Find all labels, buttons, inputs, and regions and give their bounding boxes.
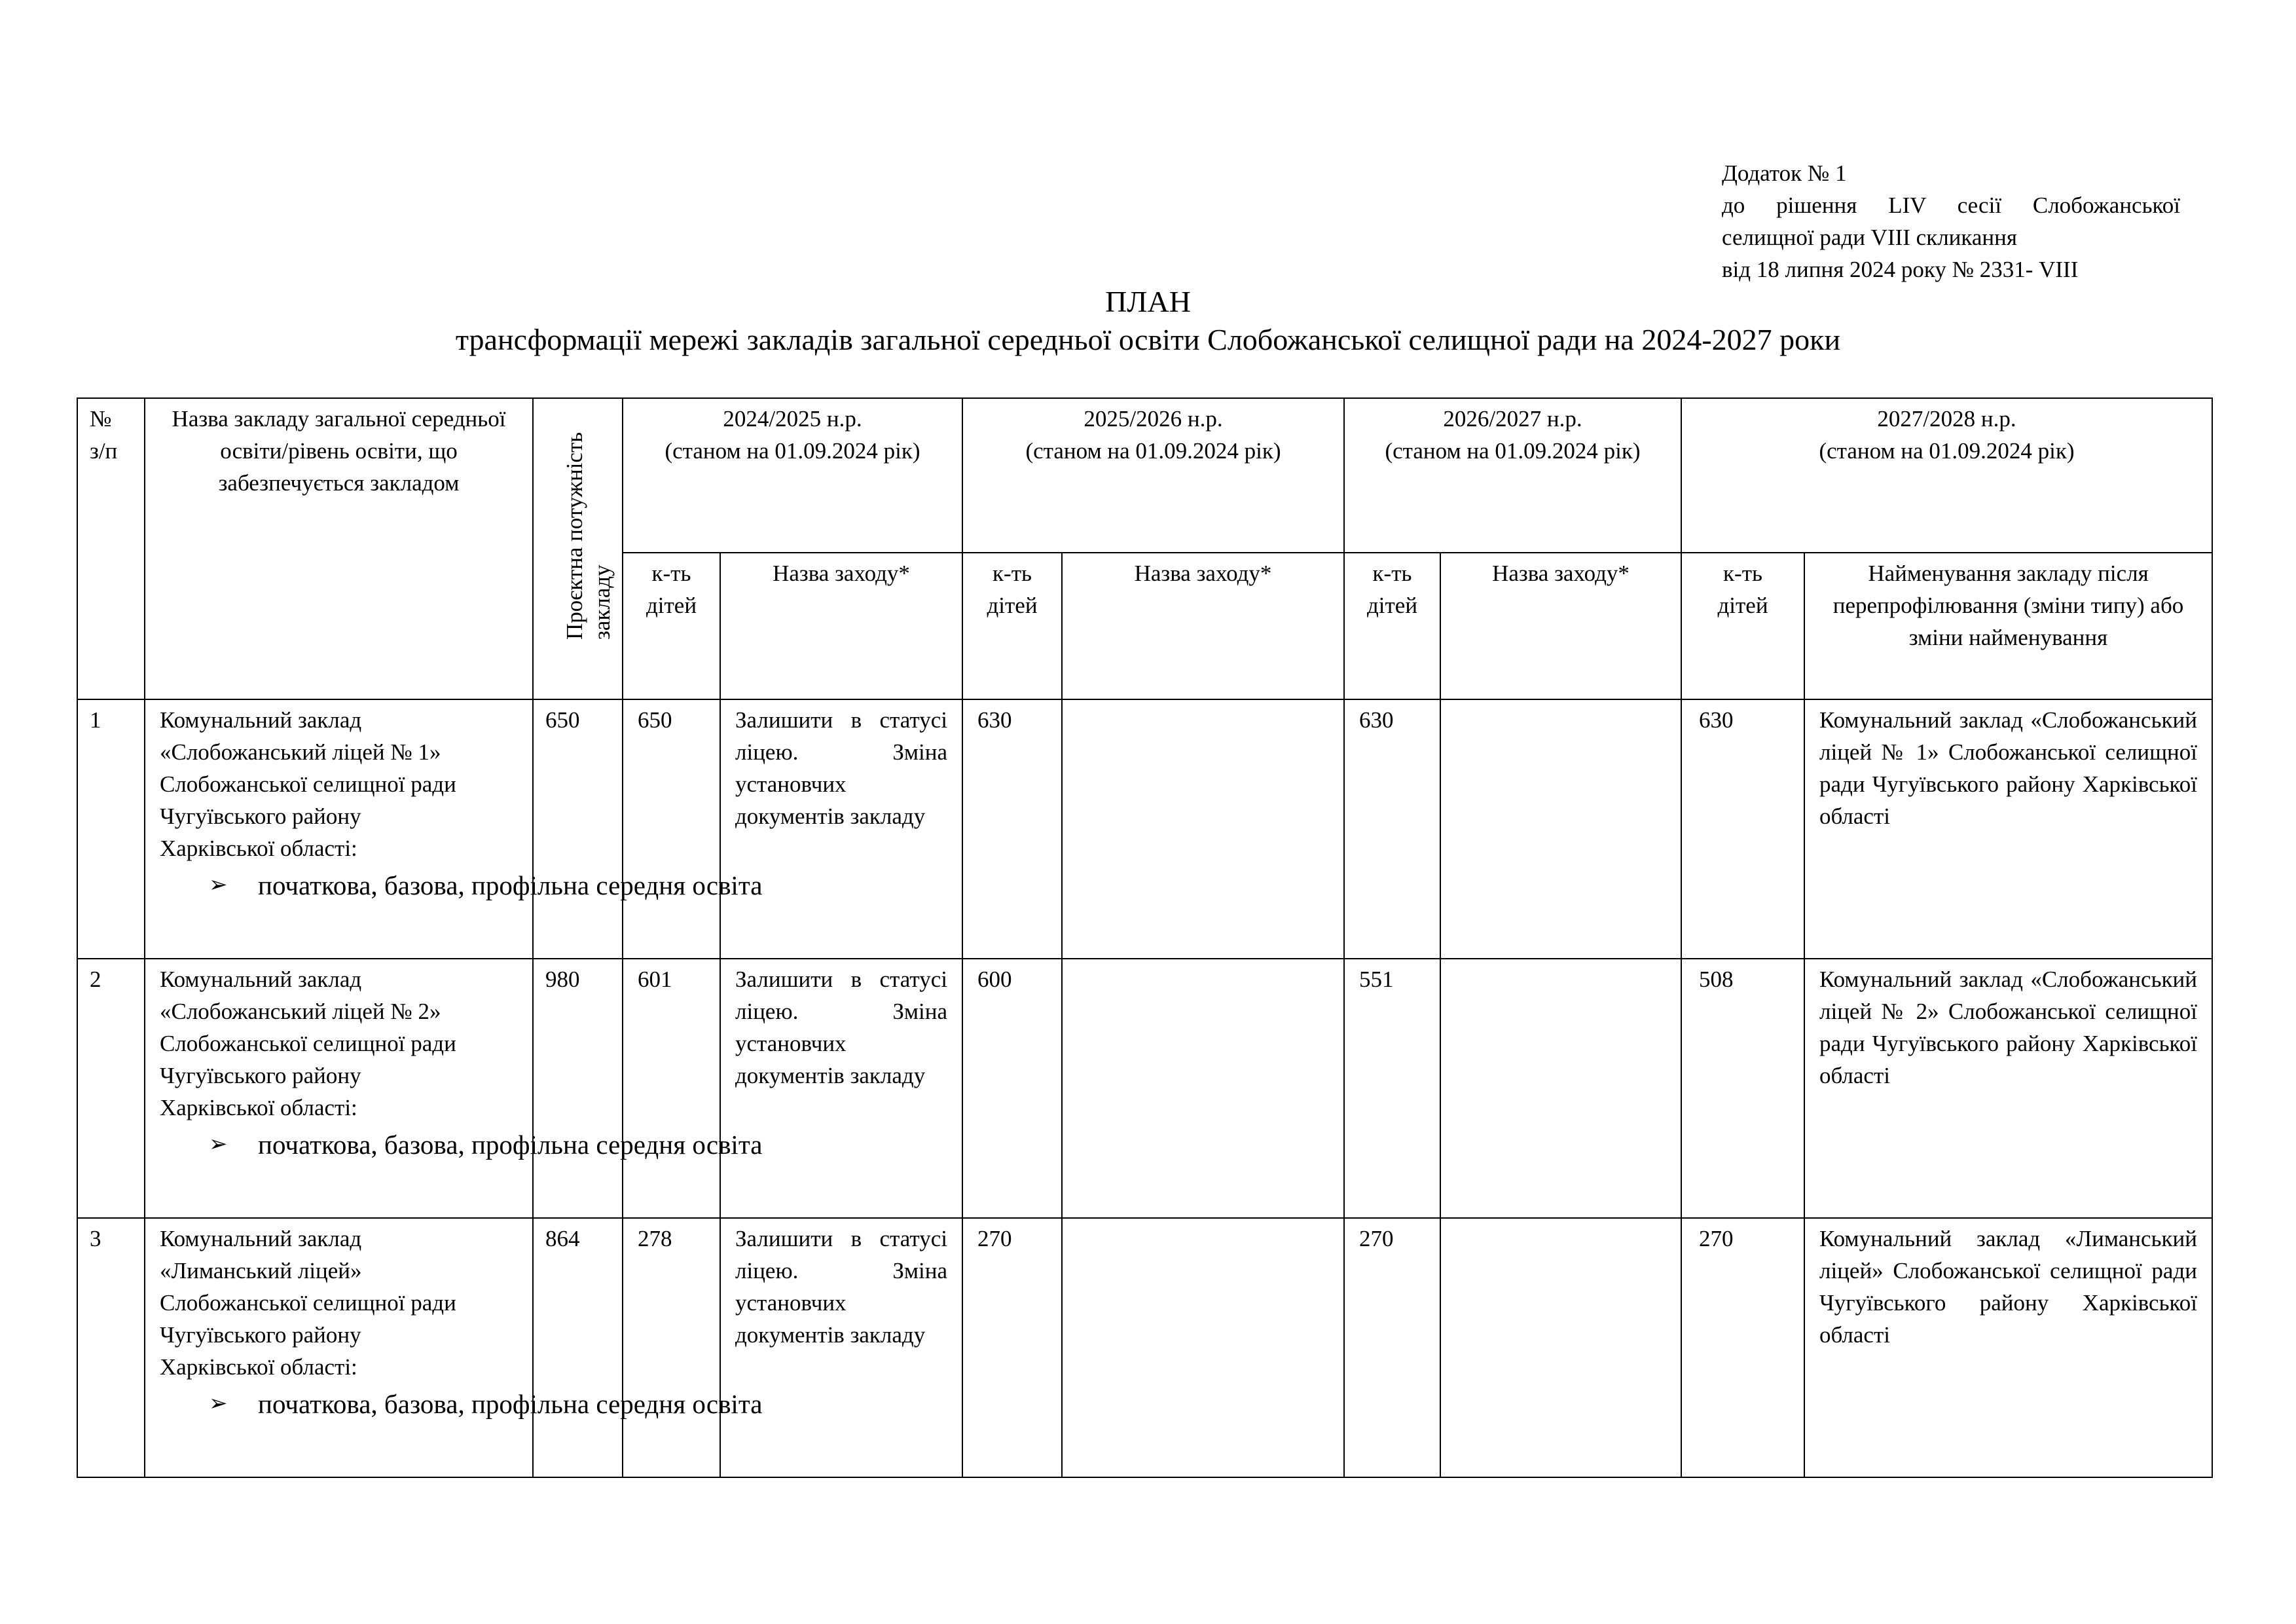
name-line: Слобожанської селищної ради bbox=[160, 1031, 456, 1056]
education-level-text: початкова, базова, профільна середня освіта bbox=[258, 1130, 763, 1160]
header-num: № з/п bbox=[77, 398, 145, 699]
name-line: «Слобожанський ліцей № 1» bbox=[160, 739, 441, 765]
row-y2-measure bbox=[1062, 1218, 1344, 1477]
row-y4-name: Комунальний заклад «Лиманський ліцей» Слобожанської селищної ради Чугуївського району Харківської області bbox=[1804, 1218, 2212, 1477]
year-4-date: (станом на 01.09.2024 рік) bbox=[1819, 438, 2075, 464]
education-level bbox=[160, 1387, 763, 1421]
year-3-label: 2026/2027 н.р. bbox=[1443, 406, 1582, 432]
row-y4-children: 630 bbox=[1681, 699, 1804, 959]
header-year-3 bbox=[1344, 398, 1681, 553]
row-y4-name: Комунальний заклад «Слобожанський ліцей № 1» Слобожанської селищної ради Чугуївського району Харківської області bbox=[1804, 699, 2212, 959]
row-capacity: 980 bbox=[533, 959, 623, 1218]
name-line: Харківської області: bbox=[160, 1354, 357, 1380]
header-year-1 bbox=[623, 398, 962, 553]
name-line: «Слобожанський ліцей № 2» bbox=[160, 999, 441, 1024]
row-y3-measure bbox=[1440, 1218, 1681, 1477]
name-line: Харківської області: bbox=[160, 1095, 357, 1120]
table-row bbox=[77, 959, 2212, 1218]
row-y4-children: 270 bbox=[1681, 1218, 1804, 1477]
header-children-1: к-ть дітей bbox=[623, 553, 720, 699]
header-year-4 bbox=[1681, 398, 2212, 553]
title-sub: трансформації мережі закладів загальної середньої освіти Слобожанської селищної ради на 2024-2027 роки bbox=[455, 323, 1841, 356]
row-y4-name: Комунальний заклад «Слобожанський ліцей № 2» Слобожанської селищної ради Чугуївського району Харківської області bbox=[1804, 959, 2212, 1218]
row-y3-measure bbox=[1440, 699, 1681, 959]
year-4-label: 2027/2028 н.р. bbox=[1877, 406, 2016, 432]
row-y1-measure: Залишити в статусі ліцею. Зміна установчих документів закладу bbox=[720, 959, 962, 1218]
header-children-2: к-ть дітей bbox=[962, 553, 1062, 699]
table-row bbox=[77, 699, 2212, 959]
row-num: 2 bbox=[77, 959, 145, 1218]
name-line: Комунальний заклад bbox=[160, 967, 362, 992]
header-measure-3: Назва заходу* bbox=[1440, 553, 1681, 699]
row-y3-measure bbox=[1440, 959, 1681, 1218]
row-y2-measure bbox=[1062, 959, 1344, 1218]
header-measure-1: Назва заходу* bbox=[720, 553, 962, 699]
header-children-4: к-ть дітей bbox=[1681, 553, 1804, 699]
table-row bbox=[77, 1218, 2212, 1477]
header-capacity-text: Проєктна потужність закладу bbox=[561, 432, 615, 640]
name-line: Слобожанської селищної ради bbox=[160, 771, 456, 797]
appendix-line-3: селищної ради VIII скликання bbox=[1722, 225, 2017, 250]
arrow-bullet-icon: ➢ bbox=[209, 1132, 228, 1156]
row-y2-children: 600 bbox=[962, 959, 1062, 1218]
header-row-1 bbox=[77, 398, 2212, 553]
row-y3-children: 551 bbox=[1344, 959, 1440, 1218]
row-y3-children: 270 bbox=[1344, 1218, 1440, 1477]
name-line: Чугуївського району bbox=[160, 1322, 361, 1348]
appendix-line-4: від 18 липня 2024 року № 2331- VIII bbox=[1722, 257, 2079, 282]
arrow-bullet-icon: ➢ bbox=[209, 1392, 228, 1416]
name-line: Комунальний заклад bbox=[160, 707, 362, 733]
row-y1-measure: Залишити в статусі ліцею. Зміна установчих документів закладу bbox=[720, 1218, 962, 1477]
row-y4-children: 508 bbox=[1681, 959, 1804, 1218]
year-2-label: 2025/2026 н.р. bbox=[1084, 406, 1223, 432]
name-line: Комунальний заклад bbox=[160, 1226, 362, 1251]
row-y1-children: 278 bbox=[623, 1218, 720, 1477]
document-title bbox=[0, 283, 2296, 359]
title-main: ПЛАН bbox=[1105, 285, 1191, 318]
appendix-line-2: до рішення LIV сесії Слобожанської bbox=[1722, 193, 2180, 218]
header-children-3: к-ть дітей bbox=[1344, 553, 1440, 699]
education-level bbox=[160, 1128, 763, 1162]
row-num: 1 bbox=[77, 699, 145, 959]
header-year-2 bbox=[962, 398, 1344, 553]
row-capacity: 864 bbox=[533, 1218, 623, 1477]
row-y1-measure: Залишити в статусі ліцею. Зміна установчих документів закладу bbox=[720, 699, 962, 959]
year-1-date: (станом на 01.09.2024 рік) bbox=[665, 438, 920, 464]
name-line: Слобожанської селищної ради bbox=[160, 1290, 456, 1316]
name-line: Чугуївського району bbox=[160, 1063, 361, 1088]
name-line: Чугуївського району bbox=[160, 803, 361, 829]
header-rename: Найменування закладу після перепрофілювання (зміни типу) або зміни найменування bbox=[1804, 553, 2212, 699]
year-1-label: 2024/2025 н.р. bbox=[723, 406, 862, 432]
row-num: 3 bbox=[77, 1218, 145, 1477]
education-level-text: початкова, базова, профільна середня освіта bbox=[258, 1389, 763, 1419]
row-y2-children: 630 bbox=[962, 699, 1062, 959]
year-3-date: (станом на 01.09.2024 рік) bbox=[1385, 438, 1641, 464]
education-level bbox=[160, 868, 763, 902]
row-y3-children: 630 bbox=[1344, 699, 1440, 959]
header-name: Назва закладу загальної середньої освіти/рівень освіти, що забезпечується закладом bbox=[145, 398, 533, 699]
row-y2-measure bbox=[1062, 699, 1344, 959]
row-y1-children: 650 bbox=[623, 699, 720, 959]
row-capacity: 650 bbox=[533, 699, 623, 959]
arrow-bullet-icon: ➢ bbox=[209, 873, 228, 897]
row-y2-children: 270 bbox=[962, 1218, 1062, 1477]
name-line: Харківської області: bbox=[160, 836, 357, 861]
row-y1-children: 601 bbox=[623, 959, 720, 1218]
plan-table bbox=[77, 397, 2213, 1478]
name-line: «Лиманський ліцей» bbox=[160, 1258, 362, 1283]
year-2-date: (станом на 01.09.2024 рік) bbox=[1025, 438, 1281, 464]
education-level-text: початкова, базова, профільна середня освіта bbox=[258, 870, 763, 900]
appendix-block bbox=[1722, 157, 2180, 286]
header-measure-2: Назва заходу* bbox=[1062, 553, 1344, 699]
header-capacity bbox=[533, 398, 623, 699]
appendix-line-1: Додаток № 1 bbox=[1722, 160, 1847, 186]
